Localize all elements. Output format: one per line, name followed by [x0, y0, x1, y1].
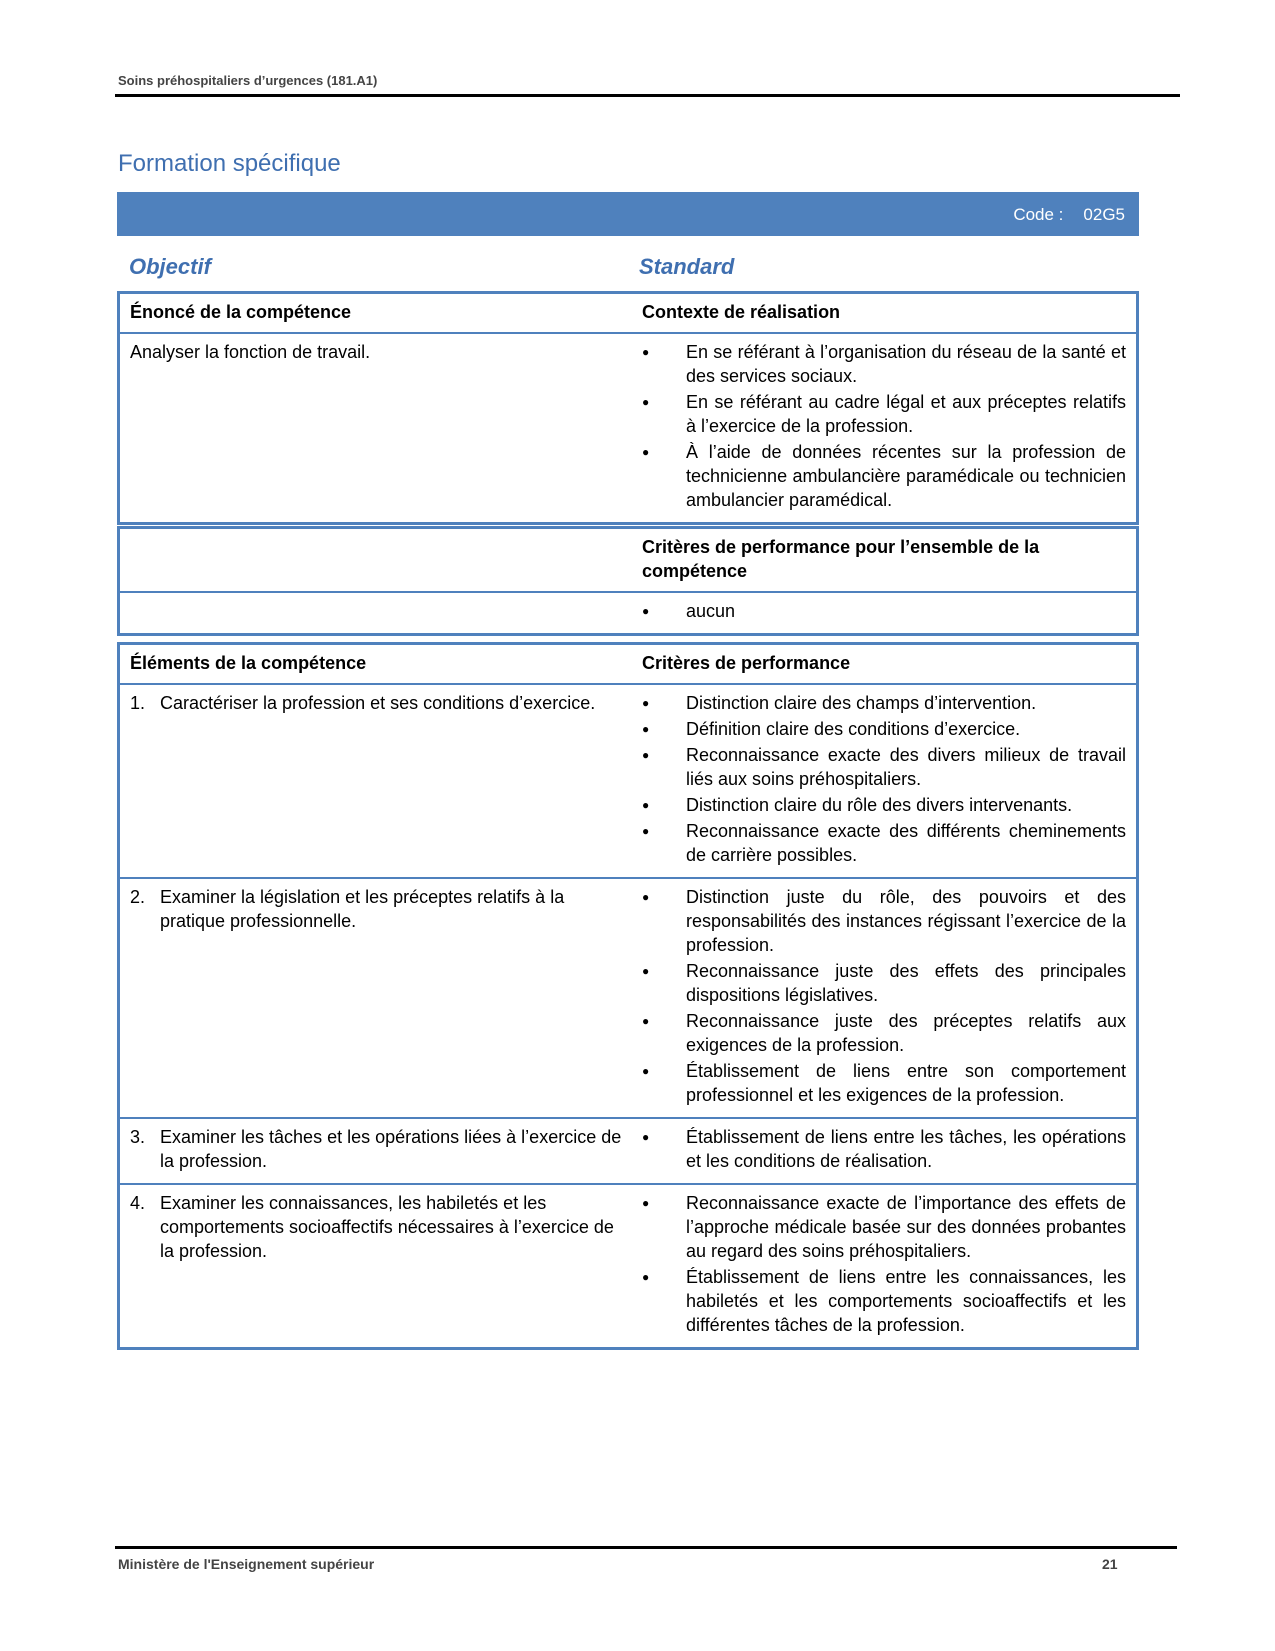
list-item: ● Reconnaissance exacte de l’importance des effets de l’approche médicale basée sur des données probantes au regard des soins préhospitaliers. [642, 1191, 1126, 1263]
list-item: ● Reconnaissance juste des préceptes relatifs aux exigences de la profession. [642, 1009, 1126, 1057]
overall-empty-cell [119, 592, 639, 635]
contexte-head: Contexte de réalisation [642, 302, 841, 322]
competence-body-row [119, 333, 1138, 524]
context-cell [638, 333, 1138, 524]
elements-head: Éléments de la compétence [130, 653, 367, 673]
list-item: ● Reconnaissance exacte des différents cheminements de carrière possibles. [642, 819, 1126, 867]
list-item: ● À l’aide de données récentes sur la profession de technicienne ambulancière paramédicale ou technicien ambulancier paramédical. [642, 440, 1126, 512]
list-item: ● Établissement de liens entre les tâches, les opérations et les conditions de réalisation. [642, 1125, 1126, 1173]
competence-table [117, 291, 1139, 525]
criteria-head: Critères de performance [642, 653, 851, 673]
element-text: Caractériser la profession et ses conditions d’exercice. [160, 693, 596, 713]
table-row [119, 878, 1138, 1118]
code-label: Code : [1013, 205, 1064, 224]
element-number: 2. [130, 887, 146, 907]
table-row [119, 1184, 1138, 1349]
elements-table [117, 642, 1139, 1350]
enonce-head: Énoncé de la compétence [130, 302, 352, 322]
overall-list [642, 599, 1126, 623]
standard-heading: Standard [639, 254, 735, 279]
criteria-list [642, 1191, 1126, 1337]
table-row [119, 1118, 1138, 1184]
list-item: ● Établissement de liens entre son comportement professionnel et les exigences de la profession. [642, 1059, 1126, 1107]
overall-criteria-cell [638, 592, 1138, 635]
page-title: Formation spécifique [118, 150, 341, 177]
overall-criteria-head: Critères de performance pour l’ensemble de la compétence [642, 537, 1040, 581]
elements-head-row [119, 644, 1138, 685]
element-text: Examiner la législation et les préceptes relatifs à la pratique professionnelle. [160, 887, 565, 931]
list-item: ● Reconnaissance exacte des divers milieux de travail liés aux soins préhospitaliers. [642, 743, 1126, 791]
element-cell [119, 684, 639, 878]
element-text: Examiner les tâches et les opérations liées à l’exercice de la profession. [160, 1127, 622, 1171]
criteria-cell [638, 878, 1138, 1118]
element-number: 4. [130, 1193, 146, 1213]
list-item: ● Établissement de liens entre les connaissances, les habiletés et les comportements socioaffectifs et les différentes tâches de la profession. [642, 1265, 1126, 1337]
list-item: ● aucun [642, 599, 1126, 623]
element-cell [119, 1184, 639, 1349]
footer-rule [115, 1546, 1177, 1549]
list-item: ● Distinction juste du rôle, des pouvoirs et des responsabilités des instances régissant l’exercice de la profession. [642, 885, 1126, 957]
element-text: Examiner les connaissances, les habiletés et les comportements socioaffectifs nécessaires à l’exercice de la profession. [160, 1193, 614, 1261]
criteria-cell [638, 684, 1138, 878]
list-item: ● Définition claire des conditions d’exercice. [642, 717, 1126, 741]
list-item: ● Distinction claire du rôle des divers intervenants. [642, 793, 1126, 817]
criteria-cell [638, 1184, 1138, 1349]
list-item: ● En se référant au cadre légal et aux préceptes relatifs à l’exercice de la profession. [642, 390, 1126, 438]
header-rule [115, 94, 1180, 97]
criteria-cell [638, 1118, 1138, 1184]
objectif-heading: Objectif [129, 254, 211, 279]
criteria-list [642, 691, 1126, 867]
element-cell [119, 878, 639, 1118]
competence-statement: Analyser la fonction de travail. [119, 333, 639, 524]
footer-ministry: Ministère de l'Enseignement supérieur [118, 1556, 375, 1572]
list-item: ● Reconnaissance juste des effets des principales dispositions législatives. [642, 959, 1126, 1007]
page-number: 21 [1102, 1556, 1118, 1572]
context-list [642, 340, 1126, 512]
element-cell [119, 1118, 639, 1184]
table-row [119, 684, 1138, 878]
code-label-group [993, 205, 1125, 225]
overall-criteria-table [117, 526, 1139, 636]
element-number: 3. [130, 1127, 146, 1147]
code-bar [117, 192, 1139, 236]
overall-empty-cell [119, 528, 639, 593]
list-item: ● En se référant à l’organisation du réseau de la santé et des services sociaux. [642, 340, 1126, 388]
element-number: 1. [130, 693, 146, 713]
code-value: 02G5 [1083, 205, 1125, 224]
overall-head-row [119, 528, 1138, 593]
criteria-list [642, 1125, 1126, 1173]
column-headings [117, 254, 1139, 282]
running-header: Soins préhospitaliers d’urgences (181.A1) [118, 73, 378, 88]
competence-head-row [119, 293, 1138, 334]
overall-body-row [119, 592, 1138, 635]
list-item: ● Distinction claire des champs d’intervention. [642, 691, 1126, 715]
criteria-list [642, 885, 1126, 1107]
